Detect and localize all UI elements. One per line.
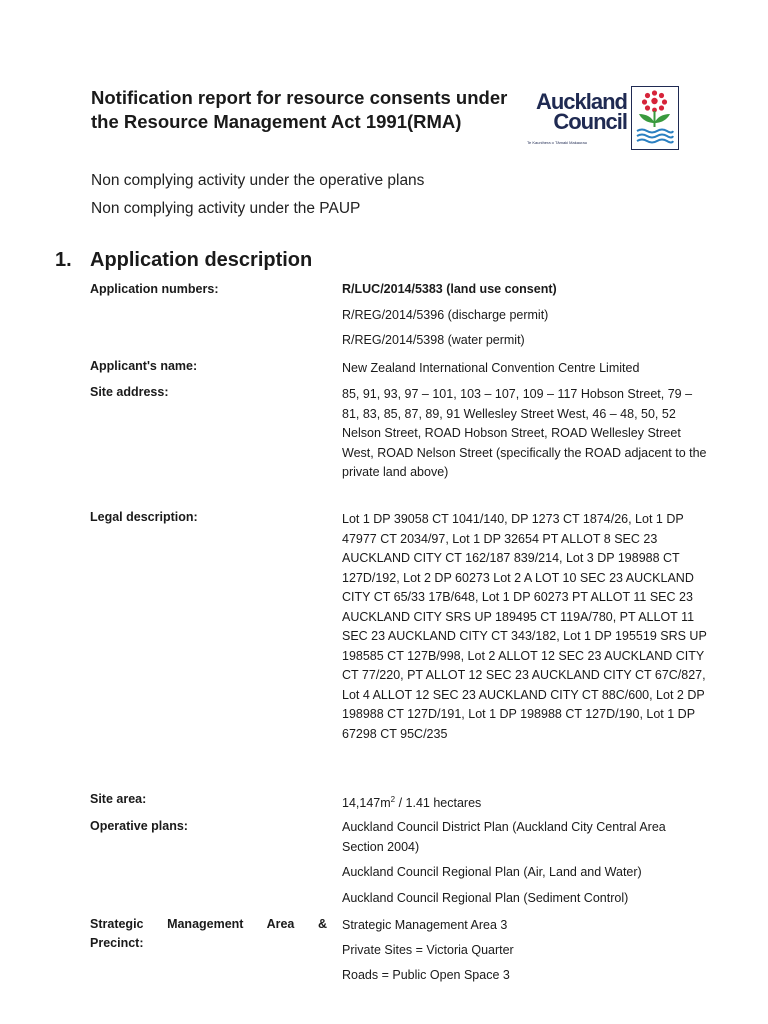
operative-plans-label: Operative plans: <box>90 819 188 833</box>
precinct-label: Precinct: <box>90 936 144 950</box>
strategic-management-area-label: Strategic Management Area & <box>90 917 327 931</box>
pohutukawa-emblem-icon <box>631 86 679 150</box>
operative-plan-air-land-water: Auckland Council Regional Plan (Air, Land and Water) <box>342 865 642 879</box>
strategic-management-area-value: Strategic Management Area 3 <box>342 918 508 932</box>
applicant-name-value: New Zealand International Convention Centre Limited <box>342 361 640 375</box>
section-title: Application description <box>90 249 313 271</box>
private-sites-value: Private Sites = Victoria Quarter <box>342 943 514 957</box>
site-address-value: 85, 91, 93, 97 – 101, 103 – 107, 109 – 117 Hobson Street, 79 – 81, 83, 85, 87, 89, 91 Wellesley Street West, 46 – 48, 50, 52 Nelson Street, ROAD Hobson Street, ROAD Wellesley Street West, ROAD Nelson Street (specifically the ROAD adjacent to the private land above) <box>342 387 707 479</box>
legal-description-label: Legal description: <box>90 510 198 524</box>
site-address-label: Site address: <box>90 385 169 399</box>
applicant-name-label: Applicant's name: <box>90 359 198 373</box>
activity-status-operative-plans: Non complying activity under the operative plans <box>91 172 425 189</box>
logo-wordmark: Auckland Council <box>535 89 627 134</box>
application-numbers-label: Application numbers: <box>90 282 219 296</box>
application-number-water: R/REG/2014/5398 (water permit) <box>342 333 525 347</box>
site-area-label: Site area: <box>90 792 147 806</box>
roads-value: Roads = Public Open Space 3 <box>342 968 510 982</box>
application-number-land-use: R/LUC/2014/5383 (land use consent) <box>342 282 557 296</box>
document-title: Notification report for resource consents under the Resource Management Act 1991(RMA) <box>91 87 508 132</box>
operative-plan-district: Auckland Council District Plan (Auckland City Central Area Section 2004) <box>342 820 666 854</box>
application-number-discharge: R/REG/2014/5396 (discharge permit) <box>342 308 549 322</box>
site-area-value: $14,147m^2 / 1.41$ hectares <box>342 795 482 811</box>
section-number: 1. <box>55 249 72 271</box>
activity-status-paup: Non complying activity under the PAUP <box>91 200 361 217</box>
section-heading <box>55 249 312 272</box>
logo-tagline: Te Kaunihera o Tāmaki Makaurau <box>527 140 587 145</box>
legal-description-value: Lot 1 DP 39058 CT 1041/140, DP 1273 CT 1874/26, Lot 1 DP 47977 CT 2034/97, Lot 1 DP 32654 PT ALLOT 8 SEC 23 AUCKLAND CITY CT 162/187 839/214, Lot 3 DP 198988 CT 127D/192, Lot 2 DP 60273 Lot 2 A LOT 10 SEC 23 AUCKLAND CITY CT 65/33 17B/648, Lot 1 DP 60273 PT ALLOT 11 SEC 23 AUCKLAND CITY SRS UP 189495 CT 119A/780, PT ALLOT 11 SEC 23 AUCKLAND CITY CT 343/182, Lot 1 DP 195519 SRS UP 198585 CT 127B/998, Lot 2 ALLOT 12 SEC 23 AUCKLAND CITY CT 77/220, PT ALLOT 12 SEC 23 AUCKLAND CITY CT 67C/827, Lot 4 ALLOT 12 SEC 23 AUCKLAND CITY CT 88C/600, Lot 2 DP 198988 CT 127D/191, Lot 1 DP 198988 CT 127D/190, Lot 1 DP 67298 CT 95C/235 <box>342 512 707 741</box>
operative-plan-sediment: Auckland Council Regional Plan (Sediment Control) <box>342 891 629 905</box>
auckland-council-logo <box>525 84 685 154</box>
